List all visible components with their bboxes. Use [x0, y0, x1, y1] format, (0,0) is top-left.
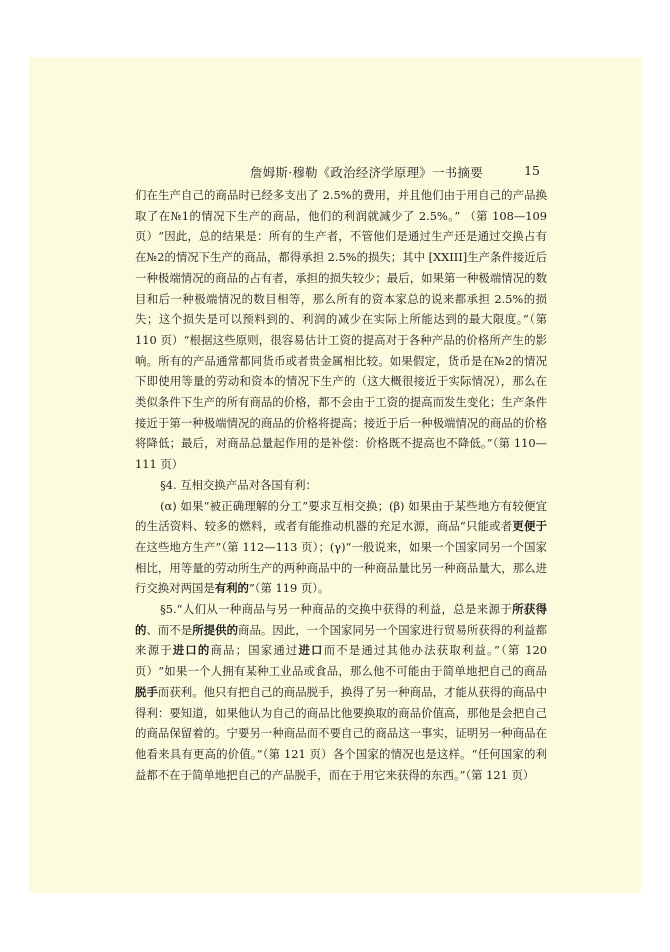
paragraph-section-4	[135, 496, 547, 600]
paragraph-continuation	[135, 185, 547, 475]
paragraph-section-5	[135, 599, 547, 785]
text-segment: 商品；国家通过	[210, 643, 299, 658]
bold-text-segment: 进口的	[172, 643, 211, 658]
bold-text-segment: 有利的	[214, 581, 249, 596]
bold-text-segment: 进口	[298, 643, 324, 658]
bold-text-segment: 所获得的	[135, 602, 547, 637]
text-segment: (α) 如果“被正确理解的分工”要求互相交换；(β) 如果由于某些地方有较便宜的生活资料、较多的燃料，或者有能推动机器的充足水源，商品“只能或者	[135, 498, 547, 534]
text-segment: 们在生产自己的商品时已经多支出了 2.5%的费用，并且他们由于用自己的产品换取了在№1的情况下生产的商品，他们的利润就减少了 2.5%。” （第 108—109 页）“因此，总的结果是：所有的生产者，不管他们是通过生产还是通过交换占有在№2的情况下生产的商品，都得承担 2.5%的损失；其中 [XXIII]生产条件接近后一种极端情况的商品的占有者，承担的损失较少；最后，如果第一种极端情况的数目和后一种极端情况的数目相等，那么所有的资本家总的说来都承担 2.5%的损失；这个损失是可以预料到的、利润的减少在实际上所能达到的最大限度。”（第 110 页）“根据这些原则，很容易估计工资的提高对于各种产品的价格所产生的影响。所有的产品通常都同货币或者贵金属相比较。如果假定，货币是在№2的情况下即使用等量的劳动和资本的情况下生产的（这大概很接近于实际情况），那么在类似条件下生产的所有商品的价格，都不会由于工资的提高而发生变化；生产条件接近于第一种极端情况的商品的价格将提高；接近于后一种极端情况的商品的价格将降低；最后，对商品总量起作用的是补偿：价格既不提高也不降低。”（第 110—111 页）	[135, 188, 547, 472]
bold-text-segment: 更便于	[512, 519, 547, 534]
text-segment: §5.“人们从一种商品与另一种商品的交换中获得的利益，总是来源于	[160, 602, 513, 617]
text-segment: 而不是通过其他办法获取利益。”（第 120 页）“如果一个人拥有某种工业品或食品，那么他不可能由于简单地把自己的商品	[135, 643, 547, 679]
text-segment: ”（第 119 页）。	[248, 581, 330, 596]
header-title: 詹姆斯·穆勒《政治经济学原理》一书摘要	[250, 165, 483, 180]
body-text	[135, 185, 547, 785]
text-segment: 商品。因此，一个国家同另一个国家进行贸易所获得的利益都来源于	[135, 622, 547, 658]
text-segment: §4. 互相交换产品对各国有利：	[160, 477, 317, 492]
bold-text-segment: 所提供的	[192, 622, 239, 637]
text-segment: 在这些地方生产”（第 112—113 页）；(γ)“一般说来，如果一个国家同另一个国家相比，用等量的劳动所生产的两种商品中的一种商品量比另一种商品量大，那么进行交换对两国是	[135, 539, 547, 596]
text-segment: 、而不是	[146, 622, 193, 637]
section-heading-4	[135, 475, 547, 496]
page-number: 15	[524, 163, 540, 178]
bold-text-segment: 脱手	[135, 684, 158, 699]
text-segment: 而获利。他只有把自己的商品脱手，换得了另一种商品，才能从获得的商品中得利：要知道，如果他认为自己的商品比他要换取的商品价值高，那他是会把自己的商品保留着的。宁要另一种商品而不要自己的商品这一事实，证明另一种商品在他看来具有更高的价值。”（第 121 页）各个国家的情况也是这样。“任何国家的利益都不在于简单地把自己的产品脱手，而在于用它来获得的东西。”（第 121 页）	[135, 684, 547, 782]
running-header	[110, 163, 540, 183]
